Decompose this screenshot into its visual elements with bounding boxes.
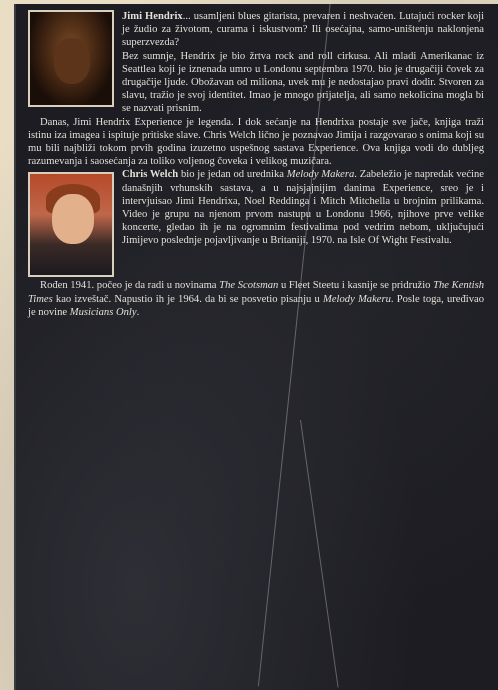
welch-face <box>52 194 94 244</box>
chris-welch-photo <box>28 172 114 277</box>
hendrix-paragraph-2: Bez sumnje, Hendrix je bio žrtva rock and roll cirkusa. Ali mladi Amerikanac iz Seattlea koji je iznenada umro u Londonu septembra 1970. bio je drugačiji čovek za drugačije ljude. Obožavan od miliona, uvek mu je nedostajao pravi dodir. Stvoren za slavu, tražio je svoj identitet. Imao je mnogo prijatelja, ali samo nekolicina mogla bi se nazvati prisnim. <box>122 50 484 115</box>
bio-paper-2: The Kentish Times <box>28 280 485 305</box>
bio-text-c: kao izveštač. Napustio ih je 1964. da bi se posvetio pisanju u <box>52 293 323 305</box>
hendrix-intro-text: ... usamljeni blues gitarista, prevaren i neshvaćen. Lutajući rocker koji je žudio za životom, curama i iskustvom? Ili osećajna, samo-uništenju naklonjena superzvezda? <box>122 11 485 49</box>
welch-text-a: bio je jedan od urednika <box>178 169 287 181</box>
welch-magazine: Melody Makera <box>286 169 355 181</box>
bio-text-b: u Fleet Steetu i kasnije se pridružio <box>278 280 434 292</box>
hendrix-name: Jimi Hendrix <box>122 11 183 22</box>
bio-paper-4: Musicians Only <box>69 306 137 318</box>
welch-name: Chris Welch <box>122 169 179 181</box>
welch-text-b: . Zabeležio je napredak većine današnjih vrhunskih sastava, a u najsjajnijim danima Experience, sreo je i intervjuisao Jimi Hendrixa, Noel Reddinga i Mitch Mitchella u brojnim prilikama. Video je grupu na njenom prvom nastupu u Londonu 1966, njihove prve velike koncerte, gledao ih je na ogromnim festivalima pod vedrim nebom, uključujući Jimijevo poslednje pojavljivanje u Britaniji, 1970. na Isle Of Wight Festivalu. <box>122 169 485 247</box>
welch-bio-paragraph <box>28 279 484 319</box>
bio-paper-1: The Scotsman <box>219 280 279 292</box>
hendrix-face <box>54 38 90 84</box>
cover-text <box>28 10 484 319</box>
bio-text-a: Rođen 1941. počeo je da radi u novinama <box>40 280 220 292</box>
bio-text-e: . <box>136 306 140 318</box>
hendrix-paragraph-3: Danas, Jimi Hendrix Experience je legenda. I dok sećanje na Hendrixa postaje sve jače, knjiga traži istinu iza imagea i ispituje pritiske slave. Chris Welch lično je poznavao Jimija i razgovarao s onima koji su mu bili najbliži tokom prvih godina izuzetno uspešnog sastava Experience. Ova knjiga vodi do dubljeg razumevanja i saosećanja za toliko voljenog čoveka i velikog muzičara. <box>28 116 484 168</box>
bio-paper-3: Melody Makeru <box>323 293 391 305</box>
bio-text-d: . Posle toga, uređivao je novine <box>28 293 485 318</box>
jimi-hendrix-photo <box>28 10 114 107</box>
